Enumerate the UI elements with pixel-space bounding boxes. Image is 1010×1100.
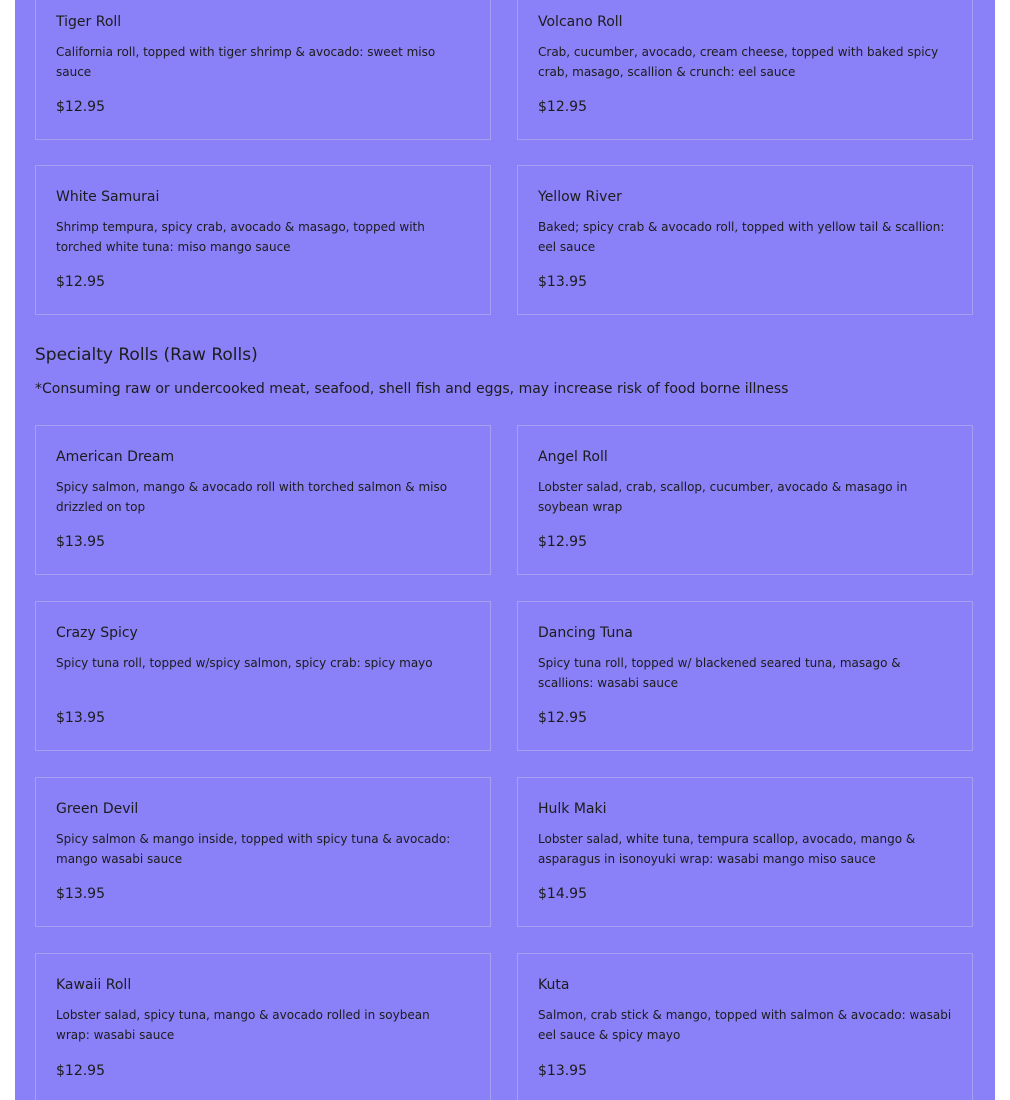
menu-item-card [35, 0, 491, 140]
menu-item-description: Shrimp tempura, spicy crab, avocado & masago, topped with torched white tuna: miso mango sauce [56, 220, 425, 254]
menu-item-description: Lobster salad, crab, scallop, cucumber, avocado & masago in soybean wrap [538, 480, 908, 514]
menu-item-price: $13.95 [56, 886, 105, 902]
menu-item-name: American Dream [56, 449, 175, 465]
menu-item-card [35, 601, 491, 751]
menu-item-name: Tiger Roll [56, 14, 122, 30]
menu-item-price: $12.95 [56, 274, 105, 290]
menu-item-description: Crab, cucumber, avocado, cream cheese, topped with baked spicy crab, masago, scallion & crunch: eel sauce [538, 45, 939, 79]
menu-item-card [35, 165, 491, 315]
raw-food-disclaimer: *Consuming raw or undercooked meat, seafood, shell fish and eggs, may increase risk of food borne illness [35, 381, 789, 397]
menu-item-name: Volcano Roll [538, 14, 623, 30]
menu-item-card [35, 953, 491, 1100]
menu-item-description: Baked; spicy crab & avocado roll, topped with yellow tail & scallion: eel sauce [538, 220, 945, 254]
menu-item-description: Spicy salmon & mango inside, topped with spicy tuna & avocado: mango wasabi sauce [56, 832, 451, 866]
menu-item-card [517, 0, 973, 140]
menu-item-name: Yellow River [538, 189, 622, 205]
menu-item-price: $12.95 [538, 99, 587, 115]
menu-item-price: $13.95 [56, 534, 105, 550]
menu-item-card [517, 953, 973, 1100]
menu-item-price: $13.95 [538, 274, 587, 290]
menu-item-card [35, 777, 491, 927]
menu-item-name: Dancing Tuna [538, 625, 633, 641]
menu-item-name: Hulk Maki [538, 801, 607, 817]
menu-item-name: Green Devil [56, 801, 139, 817]
menu-panel [15, 0, 995, 1100]
menu-item-name: Kawaii Roll [56, 977, 132, 993]
section-title: Specialty Rolls (Raw Rolls) [35, 345, 258, 365]
menu-item-price: $12.95 [56, 99, 105, 115]
menu-item-description: Lobster salad, white tuna, tempura scallop, avocado, mango & asparagus in isonoyuki wrap: wasabi mango miso sauce [538, 832, 916, 866]
menu-item-description: Spicy tuna roll, topped w/ blackened seared tuna, masago & scallions: wasabi sauce [538, 656, 901, 690]
menu-item-price: $13.95 [538, 1063, 587, 1079]
menu-item-name: White Samurai [56, 189, 160, 205]
menu-item-price: $12.95 [538, 534, 587, 550]
menu-item-name: Kuta [538, 977, 570, 993]
menu-item-price: $12.95 [538, 710, 587, 726]
menu-item-card [517, 425, 973, 575]
menu-item-price: $13.95 [56, 710, 105, 726]
menu-item-description: California roll, topped with tiger shrimp & avocado: sweet miso sauce [56, 45, 436, 79]
menu-item-description: Spicy salmon, mango & avocado roll with torched salmon & miso drizzled on top [56, 480, 448, 514]
menu-item-price: $12.95 [56, 1063, 105, 1079]
menu-item-name: Crazy Spicy [56, 625, 138, 641]
menu-item-description: Lobster salad, spicy tuna, mango & avocado rolled in soybean wrap: wasabi sauce [56, 1008, 430, 1042]
menu-item-card [517, 777, 973, 927]
menu-item-card [517, 601, 973, 751]
menu-item-description: Salmon, crab stick & mango, topped with salmon & avocado: wasabi eel sauce & spicy mayo [538, 1008, 952, 1042]
menu-item-description: Spicy tuna roll, topped w/spicy salmon, spicy crab: spicy mayo [56, 656, 433, 670]
menu-item-card [35, 425, 491, 575]
menu-item-price: $14.95 [538, 886, 587, 902]
menu-item-card [517, 165, 973, 315]
menu-item-name: Angel Roll [538, 449, 608, 465]
